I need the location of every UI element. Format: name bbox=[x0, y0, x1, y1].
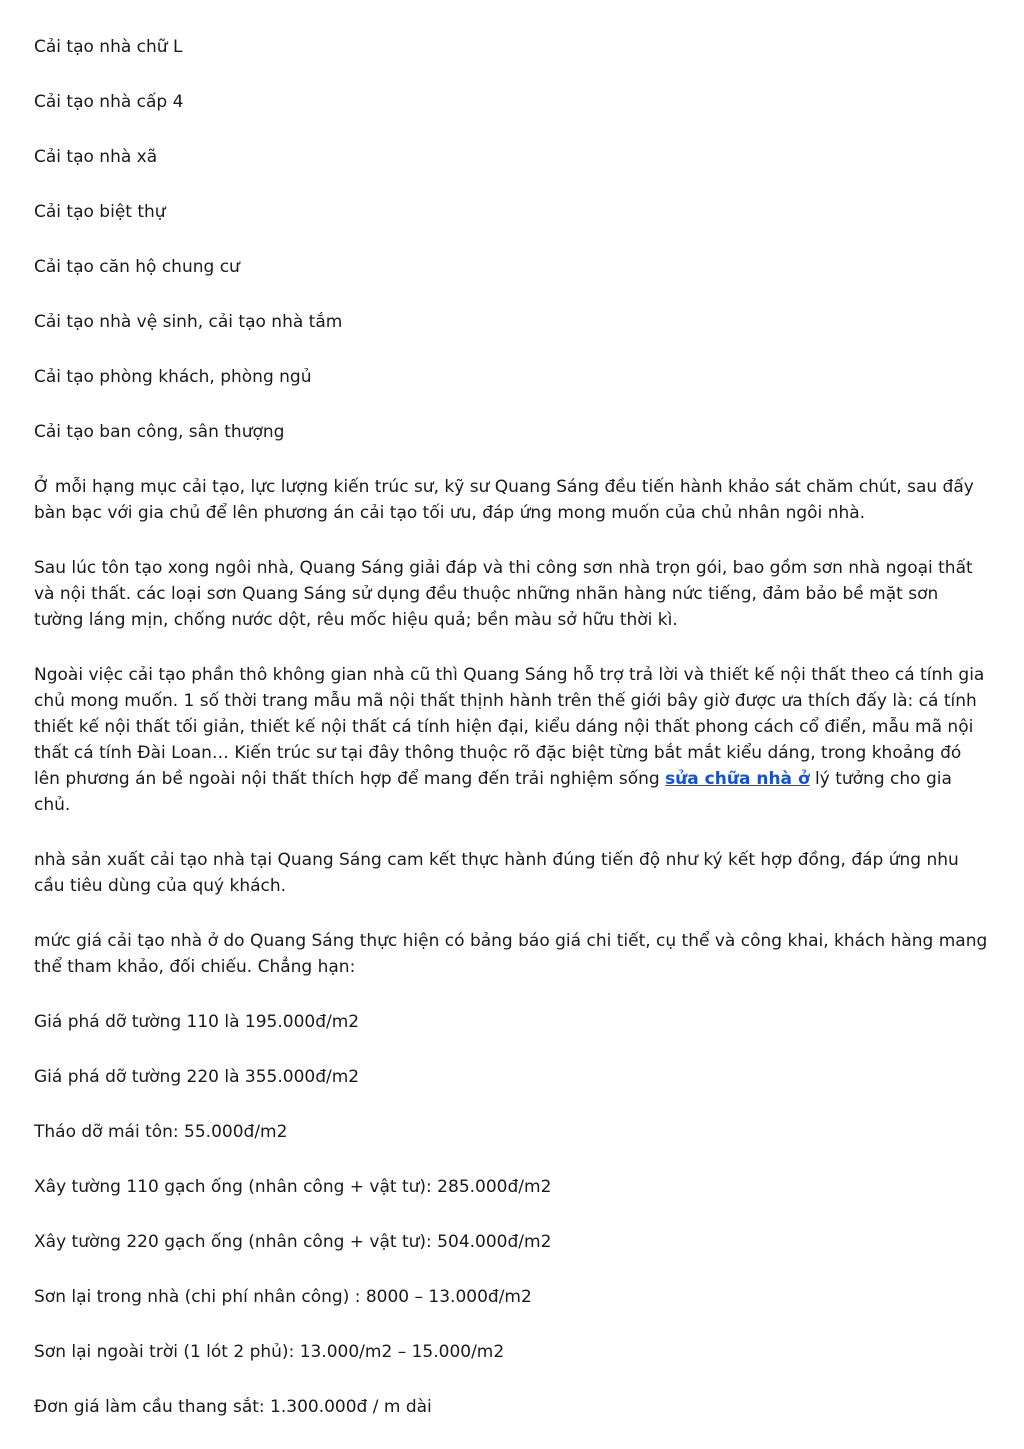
interior-design-paragraph bbox=[34, 662, 992, 818]
price-item: Đơn giá làm cầu thang sắt: 1.300.000đ / m dài bbox=[34, 1397, 432, 1417]
painting-paragraph: Sau lúc tôn tạo xong ngôi nhà, Quang Sáng giải đáp và thi công sơn nhà trọn gói, bao gồm sơn nhà ngoại thất và nội thất. các loại sơn Quang Sáng sử dụng đều thuộc những nhãn hàng nức tiếng, đảm bảo bề mặt sơn tường láng mịn, chống nước dột, rêu mốc hiệu quả; bền màu sở hữu thời kì. bbox=[34, 558, 973, 630]
interior-design-text-before: Ngoài việc cải tạo phần thô không gian nhà cũ thì Quang Sáng hỗ trợ trả lời và thiết kế nội thất theo cá tính gia chủ mong muốn. 1 số thời trang mẫu mã nội thất thịnh hành trên thế giới bây giờ được ưa thích đấy là: cá tính thiết kế nội thất tối giản, thiết kế nội thất cá tính hiện đại, kiểu dáng nội thất phong cách cổ điển, mẫu mã nội thất cá tính Đài Loan… Kiến trúc sư tại đây thông thuộc rõ đặc biệt từng bắt mắt kiểu dáng, trong khoảng đó lên phương án bề ngoài nội thất thích hợp để mang đến trải nghiệm sống bbox=[34, 665, 985, 789]
renovation-type-item: Cải tạo nhà cấp 4 bbox=[34, 92, 184, 112]
pricing-intro-paragraph: mức giá cải tạo nhà ở do Quang Sáng thực hiện có bảng báo giá chi tiết, cụ thể và công khai, khách hàng mang thể tham khảo, đối chiếu. Chẳng hạn: bbox=[34, 931, 988, 977]
schedule-commitment-paragraph: nhà sản xuất cải tạo nhà tại Quang Sáng cam kết thực hành đúng tiến độ như ký kết hợp đồng, đáp ứng nhu cầu tiêu dùng của quý khách. bbox=[34, 850, 959, 896]
document-page bbox=[34, 34, 992, 1449]
renovation-type-item: Cải tạo nhà xã bbox=[34, 147, 158, 167]
renovation-type-item: Cải tạo nhà vệ sinh, cải tạo nhà tắm bbox=[34, 312, 343, 332]
house-repair-link[interactable]: sửa chữa nhà ở bbox=[665, 769, 810, 789]
renovation-type-item: Cải tạo nhà chữ L bbox=[34, 37, 183, 57]
price-item: Giá phá dỡ tường 220 là 355.000đ/m2 bbox=[34, 1067, 360, 1087]
renovation-type-item: Cải tạo ban công, sân thượng bbox=[34, 422, 285, 442]
price-item: Xây tường 220 gạch ống (nhân công + vật tư): 504.000đ/m2 bbox=[34, 1232, 552, 1252]
price-item: Giá phá dỡ tường 110 là 195.000đ/m2 bbox=[34, 1012, 360, 1032]
price-item: Tháo dỡ mái tôn: 55.000đ/m2 bbox=[34, 1122, 288, 1142]
renovation-type-item: Cải tạo phòng khách, phòng ngủ bbox=[34, 367, 312, 387]
renovation-type-item: Cải tạo căn hộ chung cư bbox=[34, 257, 240, 277]
renovation-type-item: Cải tạo biệt thự bbox=[34, 202, 166, 222]
price-item: Xây tường 110 gạch ống (nhân công + vật tư): 285.000đ/m2 bbox=[34, 1177, 552, 1197]
survey-paragraph: Ở mỗi hạng mục cải tạo, lực lượng kiến trúc sư, kỹ sư Quang Sáng đều tiến hành khảo sát chăm chút, sau đấy bàn bạc với gia chủ để lên phương án cải tạo tối ưu, đáp ứng mong muốn của chủ nhân ngôi nhà. bbox=[34, 477, 974, 523]
price-item: Sơn lại trong nhà (chi phí nhân công) : 8000 – 13.000đ/m2 bbox=[34, 1287, 532, 1307]
interior-design-text-after: lý tưởng cho gia chủ. bbox=[34, 769, 952, 815]
price-item: Sơn lại ngoài trời (1 lót 2 phủ): 13.000/m2 – 15.000/m2 bbox=[34, 1342, 505, 1362]
